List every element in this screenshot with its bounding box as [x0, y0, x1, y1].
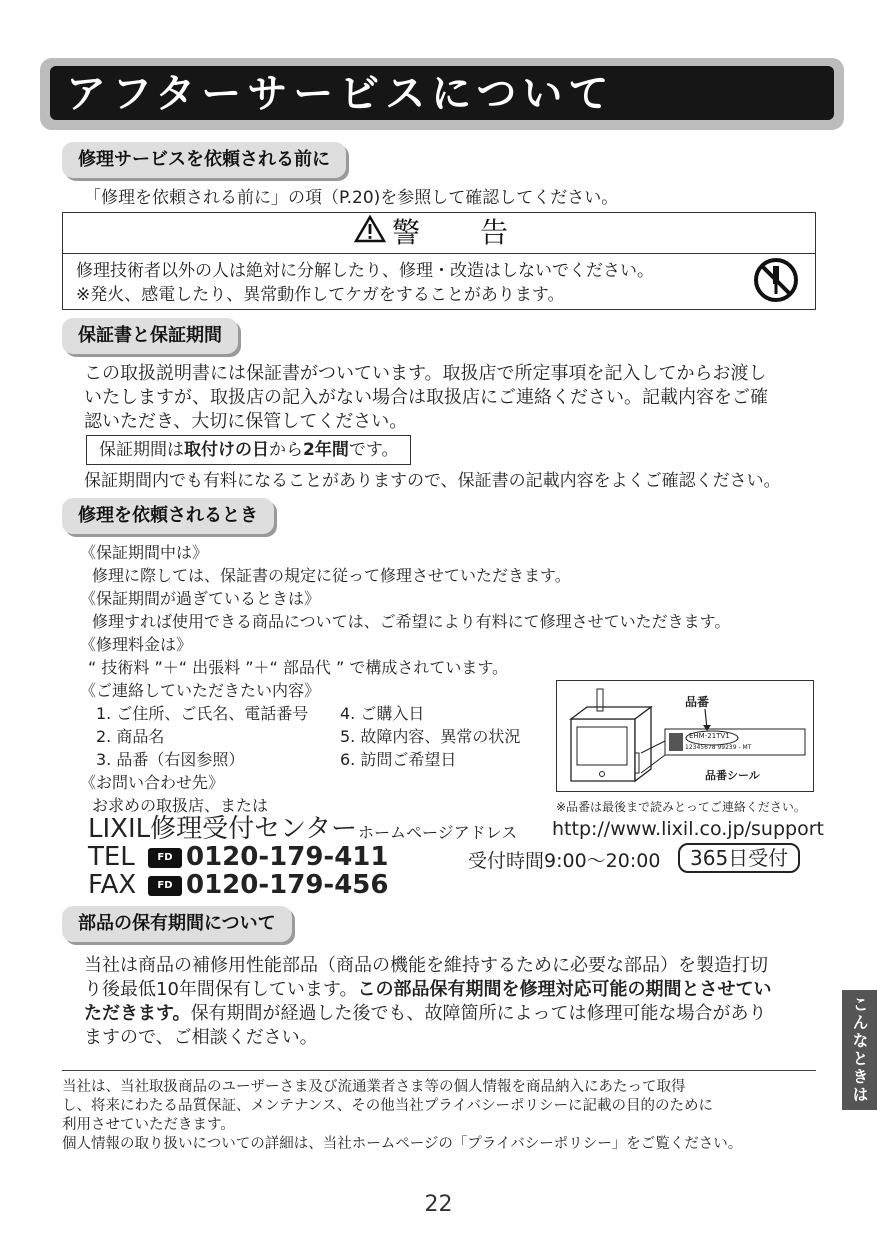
open-365-badge: 365日受付: [678, 843, 800, 873]
parts-text: り後最低10年間保有しています。: [84, 979, 358, 1000]
parts-text: 保有期間が経過した後でも、故障箇所によっては修理可能な場合があり: [190, 1003, 767, 1024]
inquiry-text: お求めの取扱店、または: [92, 796, 269, 815]
parts-text-bold: ただきます。: [84, 1003, 191, 1024]
privacy-line-3: 利用させていただきます。: [62, 1117, 235, 1133]
figure-code-1: EHM-21TV1: [689, 732, 730, 740]
free-dial-icon: FD: [148, 848, 182, 868]
footer-divider: [62, 1070, 816, 1071]
figure-note: ※品番は最後まで読みとってご連絡ください。: [556, 800, 806, 814]
repair-center-name: LIXIL修理受付センター: [88, 814, 358, 844]
warning-line-1: 修理技術者以外の人は絶対に分解したり、修理・改造はしないでください。: [76, 261, 654, 281]
support-url[interactable]: http://www.lixil.co.jp/support: [552, 818, 824, 840]
section-heading-warranty: 保証書と保証期間: [62, 318, 238, 354]
contact-item: 3. 品番（右図参照）: [96, 750, 245, 769]
tel-number: [148, 842, 389, 872]
during-warranty-text: 修理に際しては、保証書の規定に従って修理させていただきます。: [92, 566, 571, 585]
contact-item: 4. ご購入日: [340, 704, 425, 723]
before-repair-text: 「修理を依頼される前に」の項（P.20)を参照して確認してください。: [84, 188, 619, 208]
warning-line-2: ※発火、感電したり、異常動作してケガをすることがあります。: [76, 285, 565, 305]
warning-triangle-icon: [354, 213, 386, 255]
reception-hours: 受付時間9:00〜20:00: [468, 850, 661, 872]
no-disassembly-icon: [752, 256, 800, 308]
figure-product-number-label: 品番: [685, 695, 710, 709]
tel-label: TEL: [88, 842, 135, 872]
warning-title: [62, 212, 816, 255]
warranty-note: 保証期間内でも有料になることがありますので、保証書の記載内容をよくご確認ください。: [84, 471, 781, 491]
parts-text-line-2: [84, 978, 771, 1002]
after-warranty-label: 《保証期間が過ぎているときは》: [80, 589, 321, 608]
parts-text-line-4: ますので、ご相談ください。: [84, 1027, 318, 1048]
homepage-label: ホームページアドレス: [358, 823, 518, 842]
warranty-text-line-1: この取扱説明書には保証書がついています。取扱店で所定事項を記入してからお渡し: [84, 363, 767, 384]
warranty-start: 取付けの日: [184, 440, 269, 460]
contact-item: 1. ご住所、ご氏名、電話番号: [96, 704, 309, 723]
fax-number: [148, 870, 389, 900]
warranty-duration: 2年間: [303, 440, 349, 460]
warning-title-text: 警 告: [391, 216, 524, 249]
tel-number-text: 0120-179-411: [186, 842, 389, 872]
free-dial-icon: FD: [148, 876, 182, 896]
warranty-box-text: 保証期間は: [99, 440, 184, 460]
page-title: アフターサービスについて: [66, 71, 615, 117]
parts-text-bold: この部品保有期間を修理対応可能の期間とさせてい: [357, 979, 772, 1000]
section-heading-request-repair: 修理を依頼されるとき: [62, 498, 274, 534]
fax-number-text: 0120-179-456: [186, 870, 389, 900]
privacy-line-1: 当社は、当社取扱商品のユーザーさま及び流通業者さま等の個人情報を商品納入にあたって取得: [62, 1079, 686, 1095]
figure-code-2: 12345678 99239 - MT: [685, 744, 752, 751]
parts-text-line-1: 当社は商品の補修用性能部品（商品の機能を維持するために必要な部品）を製造打切: [84, 955, 768, 976]
contact-item: 2. 商品名: [96, 727, 165, 746]
contact-item: 5. 故障内容、異常の状況: [340, 727, 521, 746]
contact-item: 6. 訪問ご希望日: [340, 750, 457, 769]
parts-text-line-3: [84, 1002, 767, 1026]
privacy-line-2: し、将来にわたる品質保証、メンテナンス、その他当社プライバシーポリシーに記載の目的のために: [62, 1098, 714, 1114]
product-number-figure: [556, 680, 814, 792]
after-warranty-text: 修理すれば使用できる商品については、ご希望により有料にて修理させていただきます。: [92, 612, 731, 631]
section-heading-before-repair: 修理サービスを依頼される前に: [62, 142, 346, 178]
warranty-text-line-3: 認いただき、大切に保管してください。: [84, 411, 408, 432]
figure-seal-label: 品番シール: [705, 769, 760, 782]
repair-fee-label: 《修理料金は》: [80, 635, 193, 654]
warning-header: [62, 212, 816, 254]
privacy-line-4: 個人情報の取り扱いについての詳細は、当社ホームページの「プライバシーポリシー」をご覧ください。: [62, 1136, 743, 1152]
warranty-period-box: [86, 435, 411, 465]
inquiry-label: 《お問い合わせ先》: [80, 773, 225, 792]
fax-label: FAX: [88, 870, 137, 900]
during-warranty-label: 《保証期間中は》: [80, 543, 209, 562]
section-heading-parts-retention: 部品の保有期間について: [62, 906, 292, 942]
warranty-box-text-end: です。: [348, 440, 399, 460]
warranty-box-text-mid: から: [269, 440, 303, 460]
repair-fee-text: “ 技術料 ”＋“ 出張料 ”＋“ 部品代 ” で構成されています。: [88, 658, 509, 677]
page-number: 22: [424, 1192, 453, 1217]
contact-info-label: 《ご連絡していただきたい内容》: [80, 681, 321, 700]
side-tab-troubleshooting[interactable]: こんなときは: [842, 990, 877, 1110]
warranty-text-line-2: いたしますが、取扱店の記入がない場合は取扱店にご連絡ください。記載内容をご確: [84, 387, 768, 408]
